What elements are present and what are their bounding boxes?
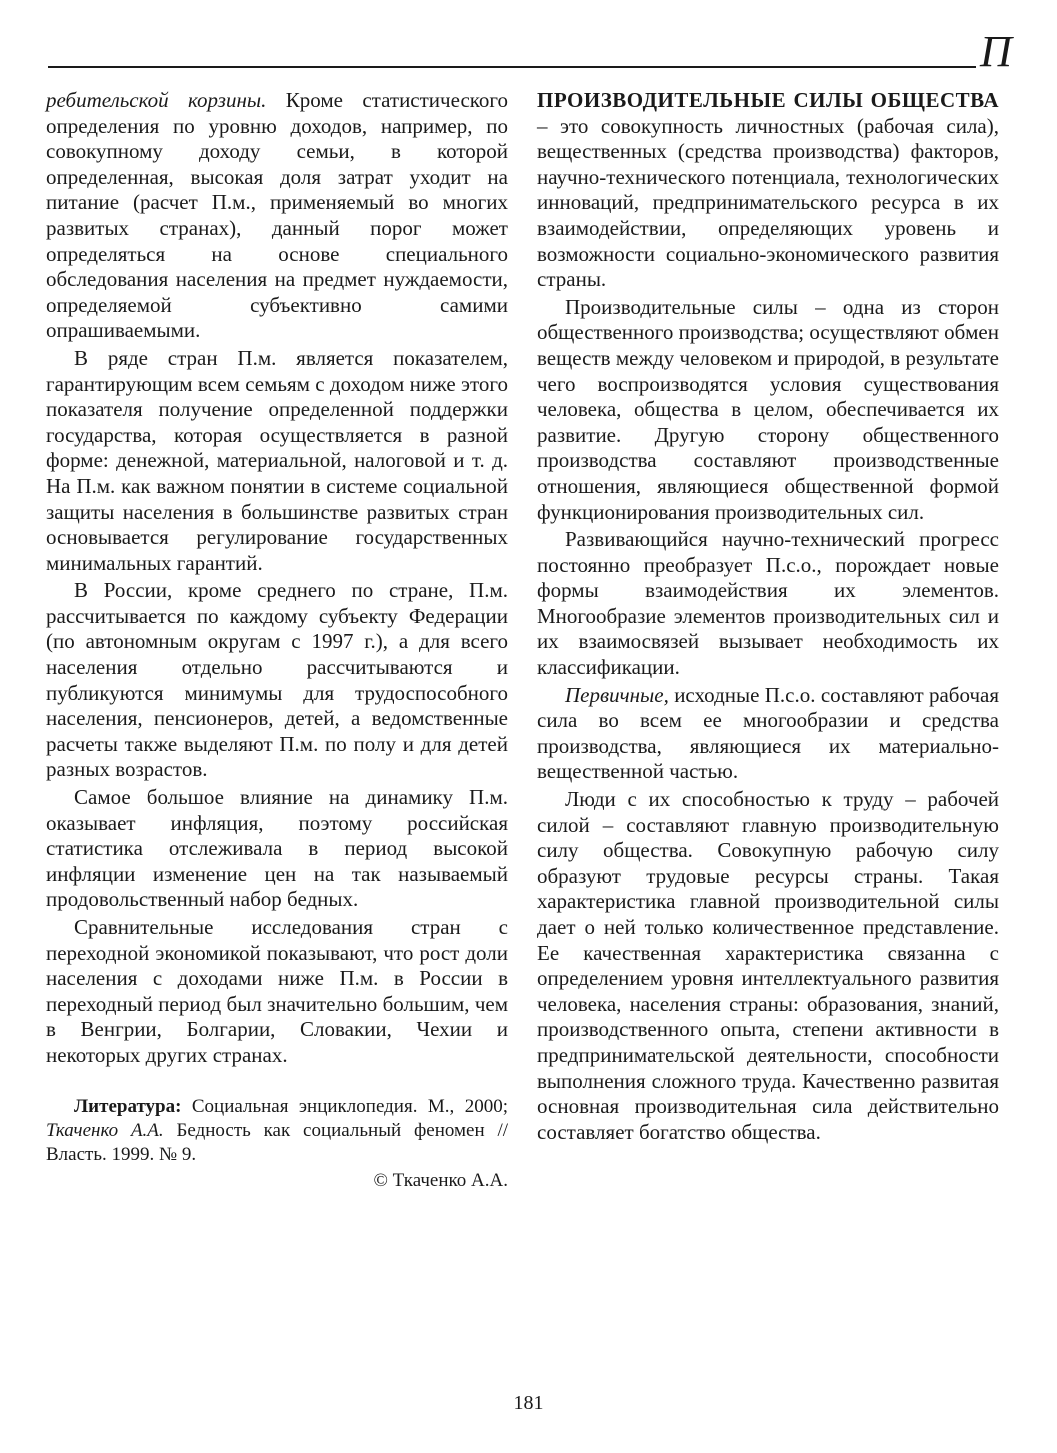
header-rule [48,66,976,68]
section-letter: П [980,27,1012,76]
italic-text: Первичные, [565,682,669,707]
left-column [46,88,508,1195]
paragraph-continued [46,88,508,344]
paragraph: Самое большое влияние на динамику П.м. оказывает инфляция, поэтому российская статистика отслеживала в период высокой инфляции изменение цен на так называемый продовольственный набор бедных. [46,785,508,912]
paragraph: Развивающийся научно-технический прогресс постоянно преобразует П.с.о., порождает новые формы взаимодействия их элементов. Многообразие элементов производительных сил и их взаимосвязей вызывает необходимость их классификации. [537,527,999,680]
paragraph: Сравнительные исследования стран с переходной экономикой показывают, что рост доли населения с доходами ниже П.м. в России в переходный период был значительно большим, чем в Венгрии, Болгарии, Словакии, Чехии и некоторых других странах. [46,915,508,1067]
literature-text: Бедность как социальный феномен // Власть. 1999. № 9. [46,1119,509,1165]
literature-reference [46,1095,508,1167]
paragraph: В ряде стран П.м. является показателем, гарантирующим всем семьям с доходом ниже этого показателя получение определенной поддержки государства, которая осуществляется в разной форме: денежной, материальной, налоговой и т. д. На П.м. как важном понятии в системе социальной защиты населения в большинстве развитых стран основывается регулирование государственных минимальных гарантий. [46,345,508,575]
page-number: 181 [513,1392,544,1414]
paragraph: В России, кроме среднего по стране, П.м. рассчитывается по каждому субъекту Федерации (по автономным округам с 1997 г.), а для всего населения отдельно рассчитываются и публикуются минимумы для трудоспособного населения, пенсионеров, детей, а ведомственные расчеты также выделяют П.м. по полу и для детей разных возрастов. [46,578,508,782]
literature-label: Литература: [74,1095,182,1117]
copyright: © Ткаченко А.А. [373,1169,508,1191]
paragraph [537,683,999,785]
right-column [537,88,999,1147]
paragraph: Люди с их способностью к труду – рабочей силой – составляют главную производительную силу общества. Совокупную рабочую силу образуют трудовые ресурсы страны. Такая характеристика главной производительной силы дает о ней только количественное представление. Ее качественная характеристика связанна с определением уровня интеллектуального развития человека, населения страны: образования, знаний, производственного опыта, степени активности в предпринимательской деятельности, способности выполнения сложного труда. Качественно развитая основная производительная сила действительно составляет богатство общества. [537,787,999,1144]
definition-text: – это совокупность личностных (рабочая сила), вещественных (средства производства) факторов, научно-технического потенциала, технологических инноваций, предпринимательского ресурса в их взаимодействии, определяющих уровень и возможности социально-экономического развития страны. [537,113,999,292]
paragraph: Производительные силы – одна из сторон общественного производства; осуществляют обмен веществ между человеком и природой, в результате чего воспроизводятся условия существования человека, общества в целом, обеспечивается их развитие. Другую сторону общественного производства составляют производственные отношения, являющиеся общественной формой функционирования производительных сил. [537,294,999,524]
literature-author: Ткаченко А.А. [46,1119,164,1141]
paragraph-text: исходные П.с.о. составляют рабочая сила во всем ее многообразии и средства производства, являющиеся их материально-вещественной частью. [537,682,999,784]
entry-definition [537,88,999,293]
italic-text: ребительской корзины. [46,88,267,112]
paragraph-text: Кроме статистического определения по уровню доходов, например, по совокупному доходу семьи, в которой определенная, высокая доля затрат уходит на питание (расчет П.м., применяемый во многих развитых странах), данный порог может определяться на основе специального обследования населения на предмет нуждаемости, определяемой субъективно самими опрашиваемыми. [46,88,508,343]
entry-term: ПРОИЗВОДИТЕЛЬНЫЕ СИЛЫ ОБЩЕСТВА [537,88,999,112]
literature-text: Социальная энциклопедия. М., 2000; [181,1095,508,1117]
